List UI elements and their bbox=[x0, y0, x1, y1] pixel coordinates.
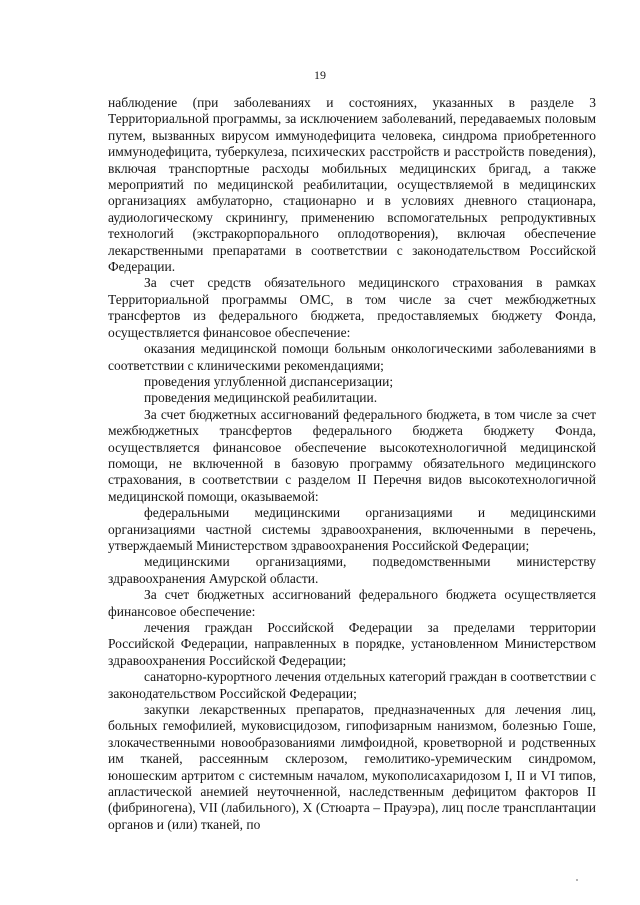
page-number: 19 bbox=[314, 68, 326, 82]
paragraph-continuation: наблюдение (при заболеваниях и состояниях, указанных в разделе 3 Территориальной программы, за исключением заболеваний, передаваемых половым путем, вызванных вирусом иммунодефицита человека, синдрома приобретенного иммунодефицита, туберкулеза, психических расстройств и расстройств поведения), включая транспортные расходы мобильных медицинских бригад, а также мероприятий по медицинской реабилитации, осуществляемой в медицинских организациях амбулаторно, стационарно и в условиях дневного стационара, аудиологическому скринингу, применению вспомогательных репродуктивных технологий (экстракорпорального оплодотворения), включая обеспечение лекарственными препаратами в соответствии с законодательством Российской Федерации. bbox=[108, 95, 596, 275]
list-item-extended-screening: проведения углубленной диспансеризации; bbox=[144, 373, 394, 389]
list-item-regional-organizations: медицинскими организациями, подведомственными министерству здравоохранения Амурской области. bbox=[108, 554, 596, 586]
list-item-federal-organizations: федеральными медицинскими организациями и медицинскими организациями частной системы здравоохранения, включенными в перечень, утверждаемый Министерством здравоохранения Российской Федерации; bbox=[108, 505, 596, 553]
scan-speck bbox=[576, 879, 578, 881]
document-body bbox=[108, 95, 596, 833]
list-item-treatment-abroad: лечения граждан Российской Федерации за пределами территории Российской Федерации, направленных в порядке, установленном Министерством здравоохранения Российской Федерации; bbox=[108, 620, 596, 668]
paragraph-federal-high-tech: За счет бюджетных ассигнований федерального бюджета, в том числе за счет межбюджетных трансфертов федерального бюджета бюджету Фонда, осуществляется финансовое обеспечение высокотехнологичной медицинской помощи, не включенной в базовую программу обязательного медицинского страхования, в соответствии с разделом II Перечня видов высокотехнологичной медицинской помощи, оказываемой: bbox=[108, 406, 596, 504]
list-item-drug-procurement: закупки лекарственных препаратов, предназначенных для лечения лиц, больных гемофилией, муковисцидозом, гипофизарным нанизмом, болезнью Гоше, злокачественными новообразованиями лимфоидной, кроветворной и родственных им тканей, рассеянным склерозом, гемолитико-уремическим синдромом, юношеским артритом с системным началом, мукополисахаридозом I, II и VI типов, апластической анемией неуточненной, наследственным дефицитом факторов II (фибриногена), VII (лабильного), X (Стюарта – Прауэра), лиц после трансплантации органов и (или) тканей, по bbox=[108, 702, 596, 832]
list-item-rehabilitation: проведения медицинской реабилитации. bbox=[144, 390, 378, 406]
list-item-oncology: оказания медицинской помощи больным онкологическими заболеваниями в соответствии с клиническими рекомендациями; bbox=[108, 341, 596, 373]
paragraph-oms-funding: За счет средств обязательного медицинского страхования в рамках Территориальной программы ОМС, в том числе за счет межбюджетных трансфертов из федерального бюджета, предоставляемых бюджету Фонда, осуществляется финансовое обеспечение: bbox=[108, 275, 596, 340]
paragraph-federal-budget: За счет бюджетных ассигнований федерального бюджета осуществляется финансовое обеспечение: bbox=[108, 587, 596, 619]
list-item-sanatorium: санаторно-курортного лечения отдельных категорий граждан в соответствии с законодательством Российской Федерации; bbox=[108, 669, 596, 701]
